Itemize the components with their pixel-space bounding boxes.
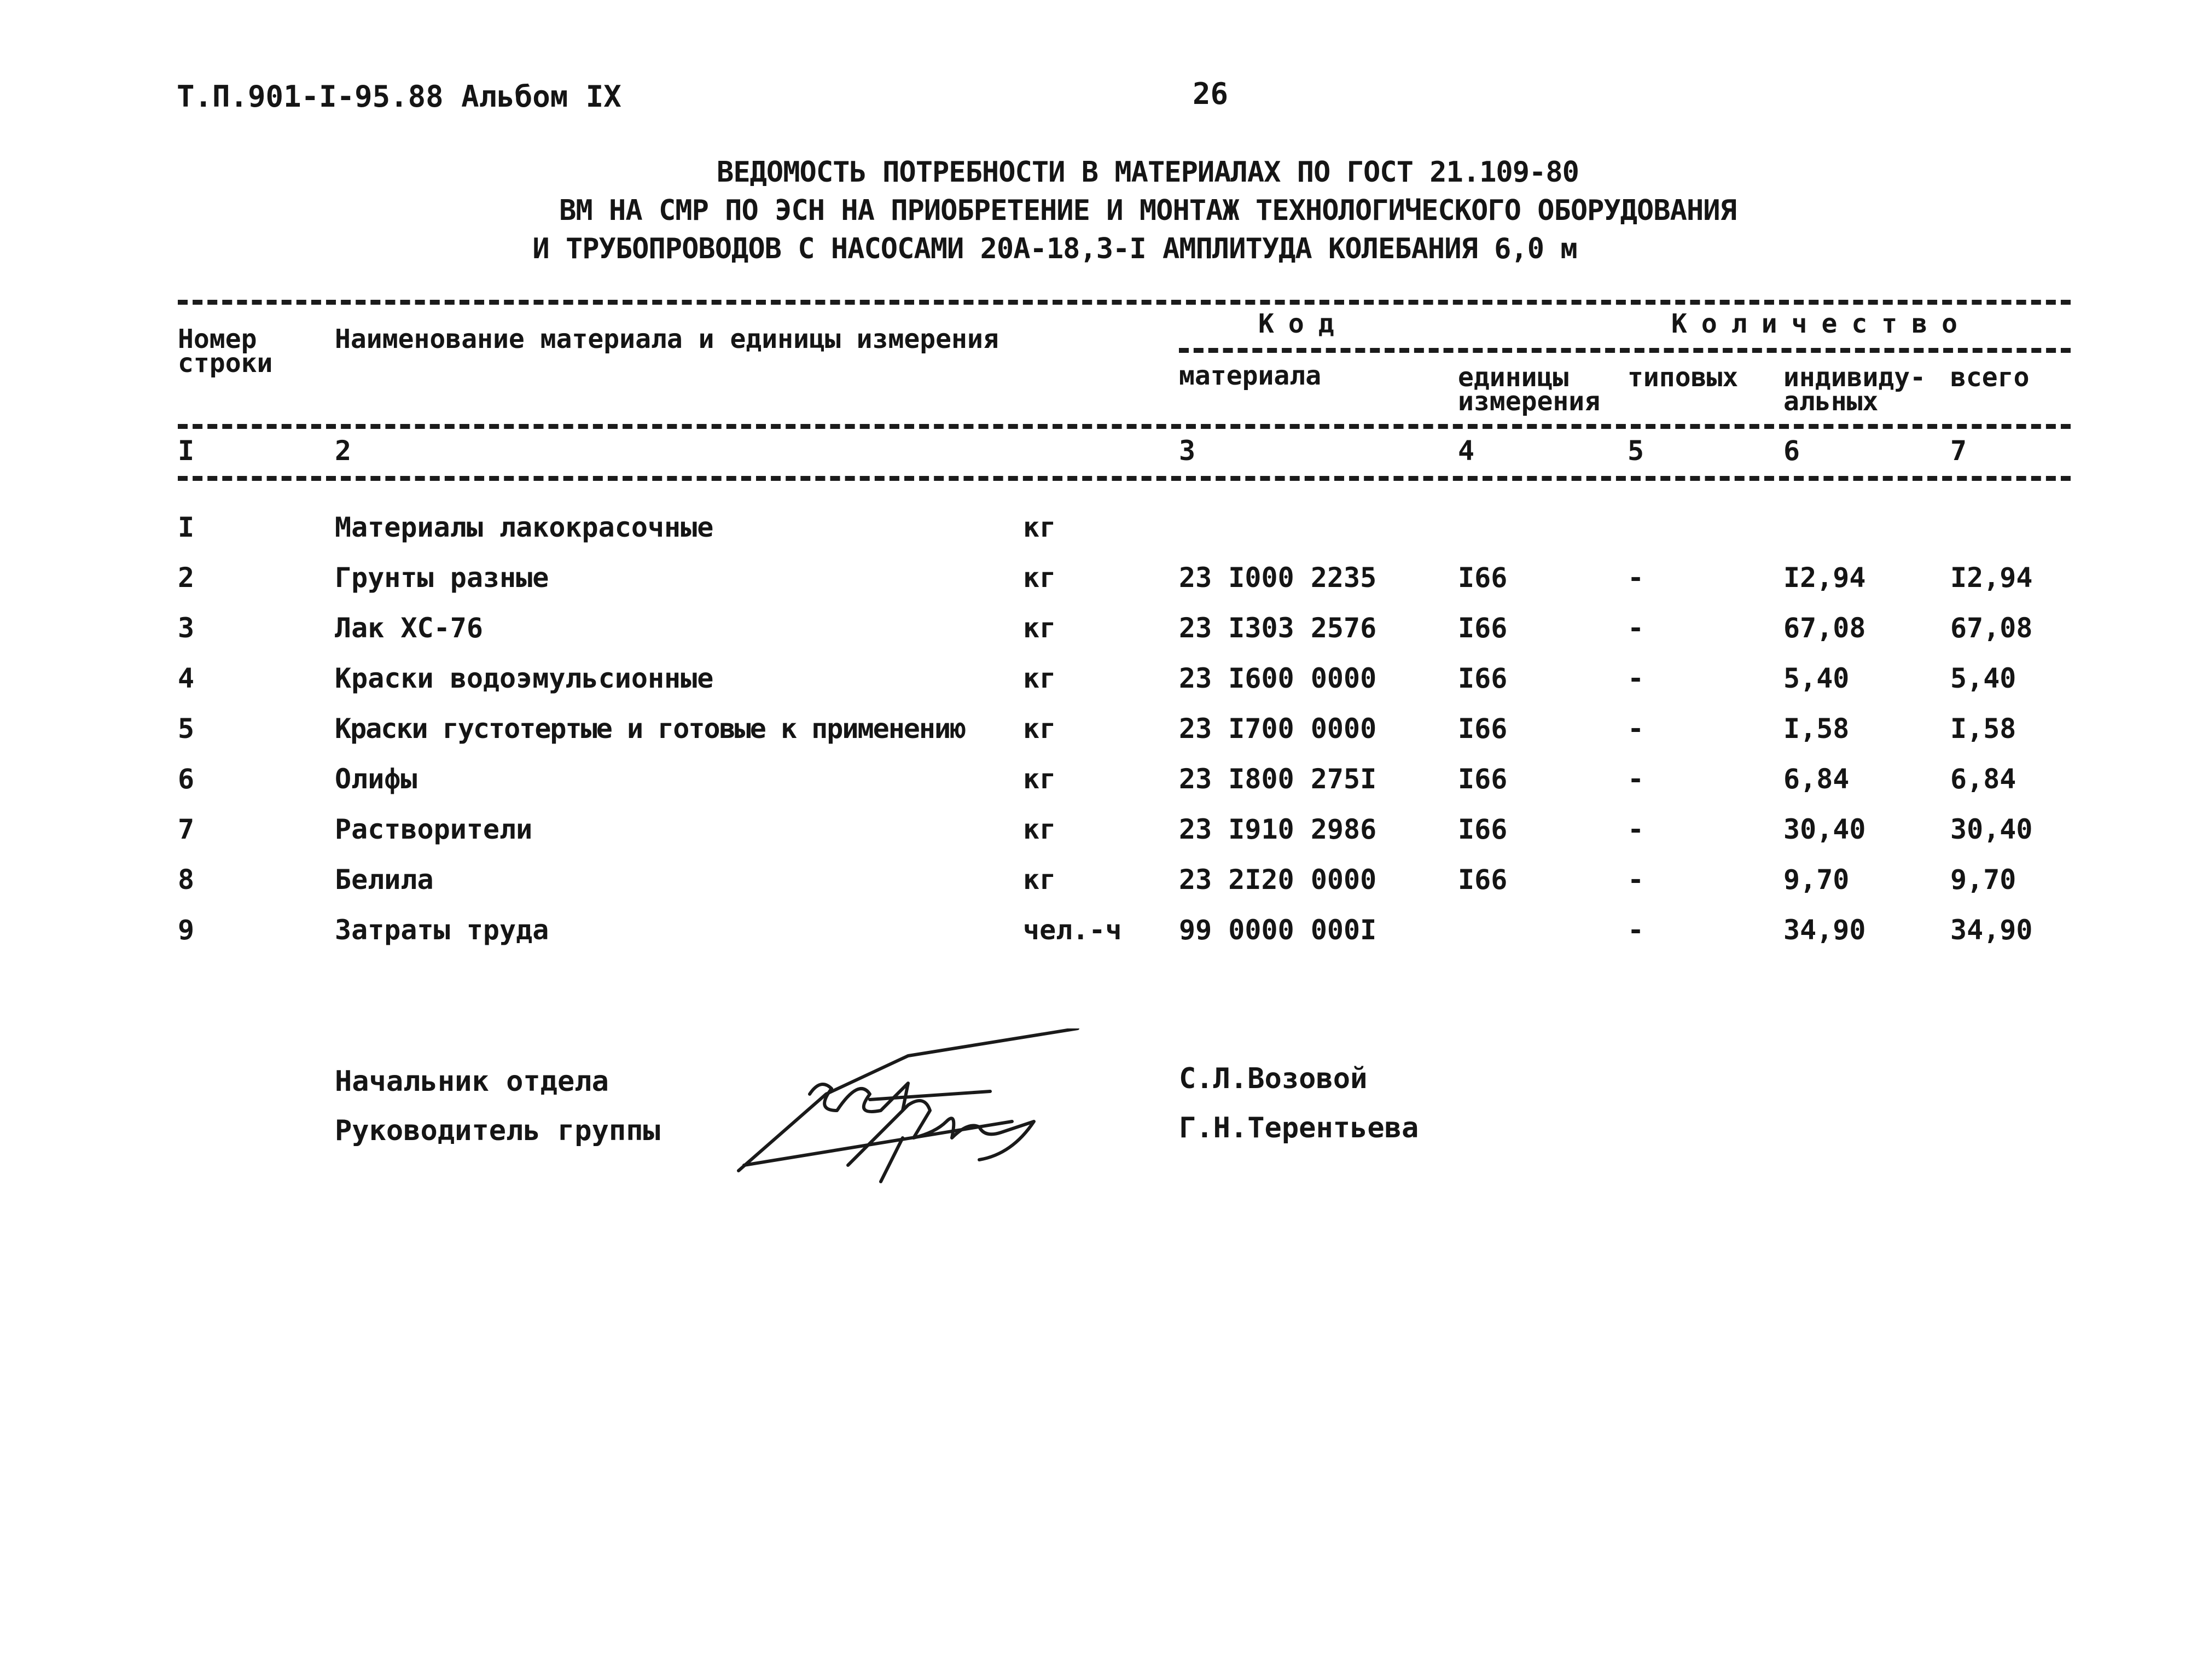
header-qty-typical: типовых bbox=[1628, 362, 1739, 393]
document-title-line-2: ВМ НА СМР ПО ЭСН НА ПРИОБРЕТЕНИЕ И МОНТАЖ ТЕХНОЛОГИЧЕСКОГО ОБОРУДОВАНИЯ bbox=[559, 194, 1736, 227]
table-row bbox=[0, 612, 2197, 656]
qty-individual: 30,40 bbox=[1783, 813, 1866, 845]
qty-individual: 5,40 bbox=[1783, 662, 1850, 694]
table-row bbox=[0, 914, 2197, 958]
qty-total: I2,94 bbox=[1950, 562, 2033, 594]
qty-typical: - bbox=[1628, 763, 1644, 795]
header-material-name: Наименование материала и единицы измерения bbox=[335, 324, 999, 354]
column-number: 7 bbox=[1950, 435, 1967, 467]
row-number: 9 bbox=[178, 914, 195, 946]
table-row bbox=[0, 662, 2197, 706]
material-name: Олифы bbox=[335, 763, 417, 795]
document-title-line-1: ВЕДОМОСТЬ ПОТРЕБНОСТИ В МАТЕРИАЛАХ ПО ГОСТ 21.109-80 bbox=[717, 156, 1579, 189]
qty-individual: I,58 bbox=[1783, 713, 1850, 745]
qty-typical: - bbox=[1628, 813, 1644, 845]
unit-code: I66 bbox=[1458, 662, 1508, 694]
qty-individual: 67,08 bbox=[1783, 612, 1866, 644]
qty-typical: - bbox=[1628, 914, 1644, 946]
table-row bbox=[0, 713, 2197, 757]
qty-individual: 34,90 bbox=[1783, 914, 1866, 946]
unit-of-measure: чел.-ч bbox=[1023, 914, 1122, 946]
qty-individual: I2,94 bbox=[1783, 562, 1866, 594]
material-code: 23 I700 0000 bbox=[1179, 713, 1377, 745]
table-row bbox=[0, 763, 2197, 807]
handwritten-signatures bbox=[728, 1028, 1111, 1204]
column-number: 5 bbox=[1628, 435, 1644, 467]
document-reference: Т.П.901-I-95.88 Альбом IX bbox=[177, 79, 621, 114]
document-title-line-3: И ТРУБОПРОВОДОВ С НАСОСАМИ 20А-18,3-I АМПЛИТУДА КОЛЕБАНИЯ 6,0 м bbox=[532, 232, 1577, 265]
qty-typical: - bbox=[1628, 864, 1644, 896]
signatory-role-group-leader: Руководитель группы bbox=[335, 1114, 660, 1147]
header-row-number: Номер строки bbox=[178, 324, 273, 379]
material-code: 23 2I20 0000 bbox=[1179, 864, 1377, 896]
row-number: 3 bbox=[178, 612, 195, 644]
unit-of-measure: кг bbox=[1023, 713, 1056, 745]
header-code-unit: единицы измерения bbox=[1458, 362, 1601, 417]
column-number: I bbox=[178, 435, 195, 467]
table-row bbox=[0, 813, 2197, 857]
qty-total: 30,40 bbox=[1950, 813, 2033, 845]
material-code: 23 I600 0000 bbox=[1179, 662, 1377, 694]
qty-typical: - bbox=[1628, 562, 1644, 594]
qty-total: I,58 bbox=[1950, 713, 2016, 745]
qty-typical: - bbox=[1628, 612, 1644, 644]
unit-code: I66 bbox=[1458, 713, 1508, 745]
unit-code: I66 bbox=[1458, 864, 1508, 896]
header-quantity-group: Количество bbox=[1671, 309, 1972, 339]
material-name: Материалы лакокрасочные bbox=[335, 511, 714, 543]
qty-total: 6,84 bbox=[1950, 763, 2016, 795]
row-number: 4 bbox=[178, 662, 195, 694]
unit-code: I66 bbox=[1458, 813, 1508, 845]
qty-total: 67,08 bbox=[1950, 612, 2033, 644]
material-code: 23 I910 2986 bbox=[1179, 813, 1377, 845]
material-name: Краски густотертые и готовые к применению bbox=[335, 713, 966, 745]
unit-of-measure: кг bbox=[1023, 511, 1056, 543]
table-top-rule bbox=[178, 300, 2071, 305]
table-row bbox=[0, 562, 2197, 606]
header-subgroup-rule bbox=[1179, 348, 2071, 353]
header-code-group: Код bbox=[1258, 309, 1349, 339]
row-number: 5 bbox=[178, 713, 195, 745]
qty-individual: 9,70 bbox=[1783, 864, 1850, 896]
column-number: 4 bbox=[1458, 435, 1475, 467]
qty-typical: - bbox=[1628, 713, 1644, 745]
material-name: Белила bbox=[335, 864, 434, 896]
qty-total: 34,90 bbox=[1950, 914, 2033, 946]
row-number: 7 bbox=[178, 813, 195, 845]
row-number: 8 bbox=[178, 864, 195, 896]
unit-of-measure: кг bbox=[1023, 562, 1056, 594]
header-code-material: материала bbox=[1179, 361, 1322, 391]
row-number: 6 bbox=[178, 763, 195, 795]
column-number: 6 bbox=[1783, 435, 1800, 467]
qty-typical: - bbox=[1628, 662, 1644, 694]
material-code: 23 I303 2576 bbox=[1179, 612, 1377, 644]
signatory-name-head-of-department: С.Л.Возовой bbox=[1179, 1062, 1368, 1095]
material-code: 23 I000 2235 bbox=[1179, 562, 1377, 594]
material-code: 99 0000 000I bbox=[1179, 914, 1377, 946]
column-number: 2 bbox=[335, 435, 352, 467]
unit-of-measure: кг bbox=[1023, 662, 1056, 694]
header-qty-total: всего bbox=[1950, 362, 2030, 393]
material-name: Грунты разные bbox=[335, 562, 549, 594]
column-numbers-rule bbox=[178, 476, 2071, 481]
page-number: 26 bbox=[1193, 77, 1229, 111]
row-number: I bbox=[178, 511, 195, 543]
table-row bbox=[0, 864, 2197, 908]
material-name: Затраты труда bbox=[335, 914, 549, 946]
qty-total: 5,40 bbox=[1950, 662, 2016, 694]
row-number: 2 bbox=[178, 562, 195, 594]
signatory-name-group-leader: Г.Н.Терентьева bbox=[1179, 1112, 1419, 1144]
material-name: Лак ХС-76 bbox=[335, 612, 483, 644]
signatory-role-head-of-department: Начальник отдела bbox=[335, 1065, 609, 1098]
header-qty-individual: индивиду- альных bbox=[1783, 362, 1926, 417]
unit-of-measure: кг bbox=[1023, 612, 1056, 644]
unit-code: I66 bbox=[1458, 562, 1508, 594]
material-name: Растворители bbox=[335, 813, 533, 845]
unit-of-measure: кг bbox=[1023, 864, 1056, 896]
unit-code: I66 bbox=[1458, 612, 1508, 644]
header-bottom-rule bbox=[178, 424, 2071, 429]
qty-total: 9,70 bbox=[1950, 864, 2016, 896]
unit-of-measure: кг bbox=[1023, 763, 1056, 795]
qty-individual: 6,84 bbox=[1783, 763, 1850, 795]
material-name: Краски водоэмульсионные bbox=[335, 662, 714, 694]
unit-of-measure: кг bbox=[1023, 813, 1056, 845]
unit-code: I66 bbox=[1458, 763, 1508, 795]
table-row bbox=[0, 511, 2197, 555]
material-code: 23 I800 275I bbox=[1179, 763, 1377, 795]
column-number: 3 bbox=[1179, 435, 1196, 467]
